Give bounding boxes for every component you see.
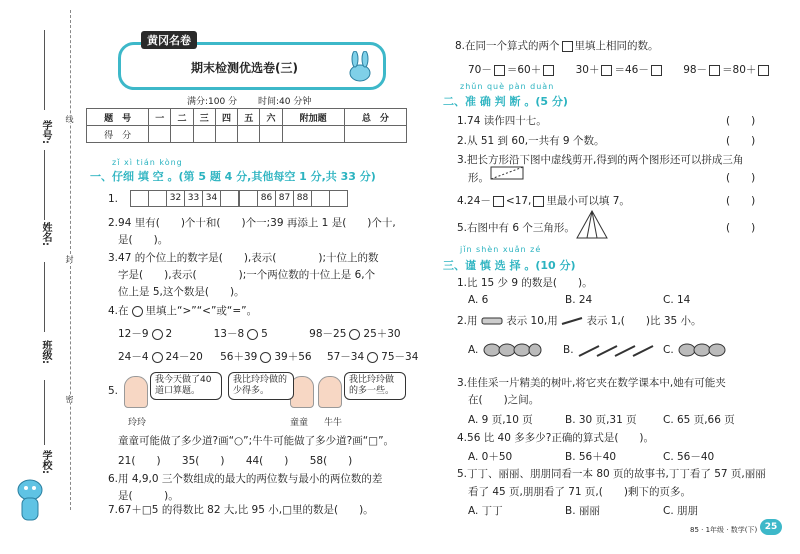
bundle-icon [481,316,503,326]
choice-q5-a[interactable]: A. 丁丁 [468,505,503,517]
compare-circle[interactable] [349,329,360,340]
choice-q1-b[interactable]: B. 24 [565,294,593,306]
q8-text: 8.在同一个算式的两个 里填上相同的数。 [455,40,659,52]
score-cell[interactable] [260,126,282,143]
school-label: 学校: [40,450,51,474]
footer-text: 85 · 1年级 · 数学(下) [690,526,758,534]
judge-item-3: 3.把长方形沿下图中虚线剪开,得到的两个图形还可以拼成三角 [457,154,744,166]
q6-text: 6.用 4,9,0 三个数组成的最大的两位数与最小的两位数的差 [108,473,383,485]
q1-cell[interactable] [220,190,239,207]
triangle-figure [575,210,609,240]
q4-row2: 24－4 24－20 56＋39 39＋56 57－34 75－34 [118,351,419,363]
choice-q5-cont: 看了 45 页,朋朋看了 71 页,( )剩下的页多。 [468,486,691,498]
judge-answer[interactable]: ( ) [726,135,756,147]
stick-icon [561,316,583,326]
name-tongtong: 童童 [290,418,309,428]
q5-option[interactable]: 35( ) [181,455,225,467]
choice-q4-b[interactable]: B. 56＋40 [565,451,617,463]
kid-niuniu-illustration [318,376,342,408]
q1-cell: 87 [275,190,294,207]
judge-item-4: 4.24－ <17, 里最小可以填 7。 [457,195,630,207]
q2-text-cont: 是( )。 [118,234,169,246]
section1-title: 一、仔细 填 空 。(第 5 题 4 分,其他每空 1 分,共 33 分) [90,170,376,183]
score-header-cell: 四 [215,109,237,126]
choice-q2-c[interactable]: C. [663,340,727,360]
judge-answer[interactable]: ( ) [726,172,756,184]
q1-cell: 34 [202,190,221,207]
square-icon [562,41,573,52]
class-line[interactable] [44,262,45,332]
choice-q2-a[interactable]: A. [468,340,542,360]
q1-cell[interactable] [130,190,149,207]
q1-cell[interactable] [311,190,330,207]
choice-q3-a[interactable]: A. 9 页,10 页 [468,414,533,426]
id-line[interactable] [44,30,45,110]
bundles-picture [677,340,727,360]
q3-text-cont: 字是( ),表示( );一个两位数的十位上是 6,个 [118,269,376,281]
section3-pinyin: jǐn shèn xuǎn zé [460,245,542,254]
seal-close-text: 密 [65,395,74,403]
q4-text: 4.在 里填上“>”“<”或“=”。 [108,305,258,317]
full-score: 满分:100 分 [187,97,238,107]
q2-text: 2.94 里有( )个十和( )个一;39 再添上 1 是( )个十, [108,217,396,229]
sticks-picture [577,340,657,360]
speech-bubble-tongtong: 我比玲玲做的少得多。 [228,372,294,400]
logo: 黄冈名卷 [141,31,197,49]
q1-cell[interactable] [329,190,348,207]
judge-item-5: 5.右图中有 6 个三角形。 [457,222,575,234]
compare-circle[interactable] [152,329,163,340]
choice-q2-b[interactable]: B. [563,340,657,360]
score-header-cell: 六 [260,109,282,126]
score-header-cell: 一 [149,109,171,126]
q4-row1: 12－9 2 13－8 5 98－25 25＋30 [118,328,401,340]
name-lingling: 玲玲 [128,418,147,428]
compare-circle[interactable] [260,352,271,363]
square-icon [533,196,544,207]
q1-cell: 33 [184,190,203,207]
score-cell[interactable] [193,126,215,143]
class-label: 班级: [40,340,51,364]
q5-option[interactable]: 21( ) [118,455,161,467]
score-header-cell: 三 [193,109,215,126]
choice-q4: 4.56 比 40 多多少?正确的算式是( )。 [457,432,655,444]
score-header-cell: 二 [171,109,193,126]
name-niuniu: 牛牛 [324,418,343,428]
score-header-cell: 总 分 [344,109,406,126]
speech-bubble-lingling: 我今天做了40道口算题。 [150,372,222,400]
school-line[interactable] [44,380,45,445]
score-cell[interactable] [282,126,344,143]
page-number: 25 [760,519,782,535]
seal-line-text: 线 [65,115,74,123]
mascot-icon [8,470,54,530]
score-header-cell: 五 [238,109,260,126]
choice-q1-c[interactable]: C. 14 [663,294,691,306]
compare-circle[interactable] [152,352,163,363]
judge-item-2: 2.从 51 到 60,一共有 9 个数。 [457,135,605,147]
choice-q1: 1.比 15 少 9 的数是( )。 [457,277,593,289]
compare-circle[interactable] [367,352,378,363]
q1-number: 1. [108,193,119,205]
circle-icon [132,306,143,317]
q5-options [118,453,352,468]
score-table [86,108,407,143]
choice-q5: 5.丁丁、丽丽、朋朋同看一本 80 页的故事书,丁丁看了 57 页,丽丽 [457,468,766,480]
q5-option[interactable]: 58( ) [309,455,353,467]
score-cell[interactable] [344,126,406,143]
judge-item-1: 1.74 读作四十七。 [457,115,547,127]
answer-box[interactable] [494,65,505,76]
kid-lingling-illustration [124,376,148,408]
q5-option[interactable]: 44( ) [245,455,289,467]
square-icon [493,196,504,207]
score-cell[interactable] [149,126,171,143]
answer-box[interactable] [758,65,769,76]
section3-title: 三、谨 慎 选 择 。(10 分) [443,259,576,272]
judge-item-3-cont: 形。 [468,172,489,184]
q1-number-strip-a [131,190,239,207]
speech-bubble-niuniu: 我比玲玲做的多一些。 [344,372,406,400]
answer-box[interactable] [651,65,662,76]
section2-title: 二、准 确 判 断 。(5 分) [443,95,568,108]
bundles-picture [482,340,542,360]
q6-text-cont: 是( )。 [118,490,179,502]
q1-cell: 88 [293,190,312,207]
score-cell[interactable] [238,126,260,143]
answer-box[interactable] [601,65,612,76]
seal-seal-text: 封 [65,255,74,263]
name-label: 姓名: [40,222,51,246]
q3-text-cont2: 位上是 5,这个数是( )。 [118,286,245,298]
section2-pinyin: zhǔn què pàn duàn [460,82,555,91]
judge-answer[interactable]: ( ) [726,115,756,127]
choice-q3-cont: 在( )之间。 [468,394,540,406]
choice-q1-a[interactable]: A. 6 [468,294,489,306]
q1-cell: 86 [257,190,276,207]
choice-q5-c[interactable]: C. 朋朋 [663,505,699,517]
title-banner [118,34,386,90]
rabbit-icon [343,51,377,83]
time-limit: 时间:40 分钟 [258,97,312,107]
answer-box[interactable] [543,65,554,76]
q5-number: 5. [108,385,119,397]
choice-q3-b[interactable]: B. 30 页,31 页 [565,414,637,426]
score-row-label: 得 分 [87,126,149,143]
score-cell[interactable] [215,126,237,143]
compare-circle[interactable] [247,329,258,340]
judge-answer[interactable]: ( ) [726,222,756,234]
q7-text: 7.67＋□5 的得数比 82 大,比 95 小,□里的数是( )。 [108,504,374,516]
choice-q5-b[interactable]: B. 丽丽 [565,505,600,517]
name-line[interactable] [44,150,45,220]
choice-q2: 2.用 表示 10,用 表示 1,( )比 35 小。 [457,315,702,327]
rectangle-cut-figure [490,166,524,180]
choice-q3-c[interactable]: C. 65 页,66 页 [663,414,735,426]
score-cell[interactable] [171,126,193,143]
judge-answer[interactable]: ( ) [726,195,756,207]
page-title: 期末检测优选卷(三) [191,61,298,75]
q1-number-strip-b [240,190,348,207]
q3-text: 3.47 的个位上的数字是( ),表示( );十位上的数 [108,252,379,264]
choice-q4-a[interactable]: A. 0＋50 [468,451,513,463]
score-header-cell: 附加题 [282,109,344,126]
binding-strip [0,0,80,554]
id-label: 学号: [40,120,51,144]
q1-cell[interactable] [239,190,258,207]
answer-box[interactable] [709,65,720,76]
q8-expressions: 70－ ＝60＋ 30＋ ＝46－ 98－ ＝80＋ [468,62,771,77]
section1-pinyin: zǐ xì tián kòng [112,158,183,167]
choice-q4-c[interactable]: C. 56－40 [663,451,715,463]
q5-text: 童童可能做了多少道?画“○”;牛牛可能做了多少道?画“□”。 [118,435,395,447]
q1-cell: 32 [166,190,185,207]
choice-q3: 3.佳佳采一片精美的树叶,将它夹在数学课本中,她有可能夹 [457,377,726,389]
q1-cell[interactable] [148,190,167,207]
score-header-cell: 题 号 [87,109,149,126]
